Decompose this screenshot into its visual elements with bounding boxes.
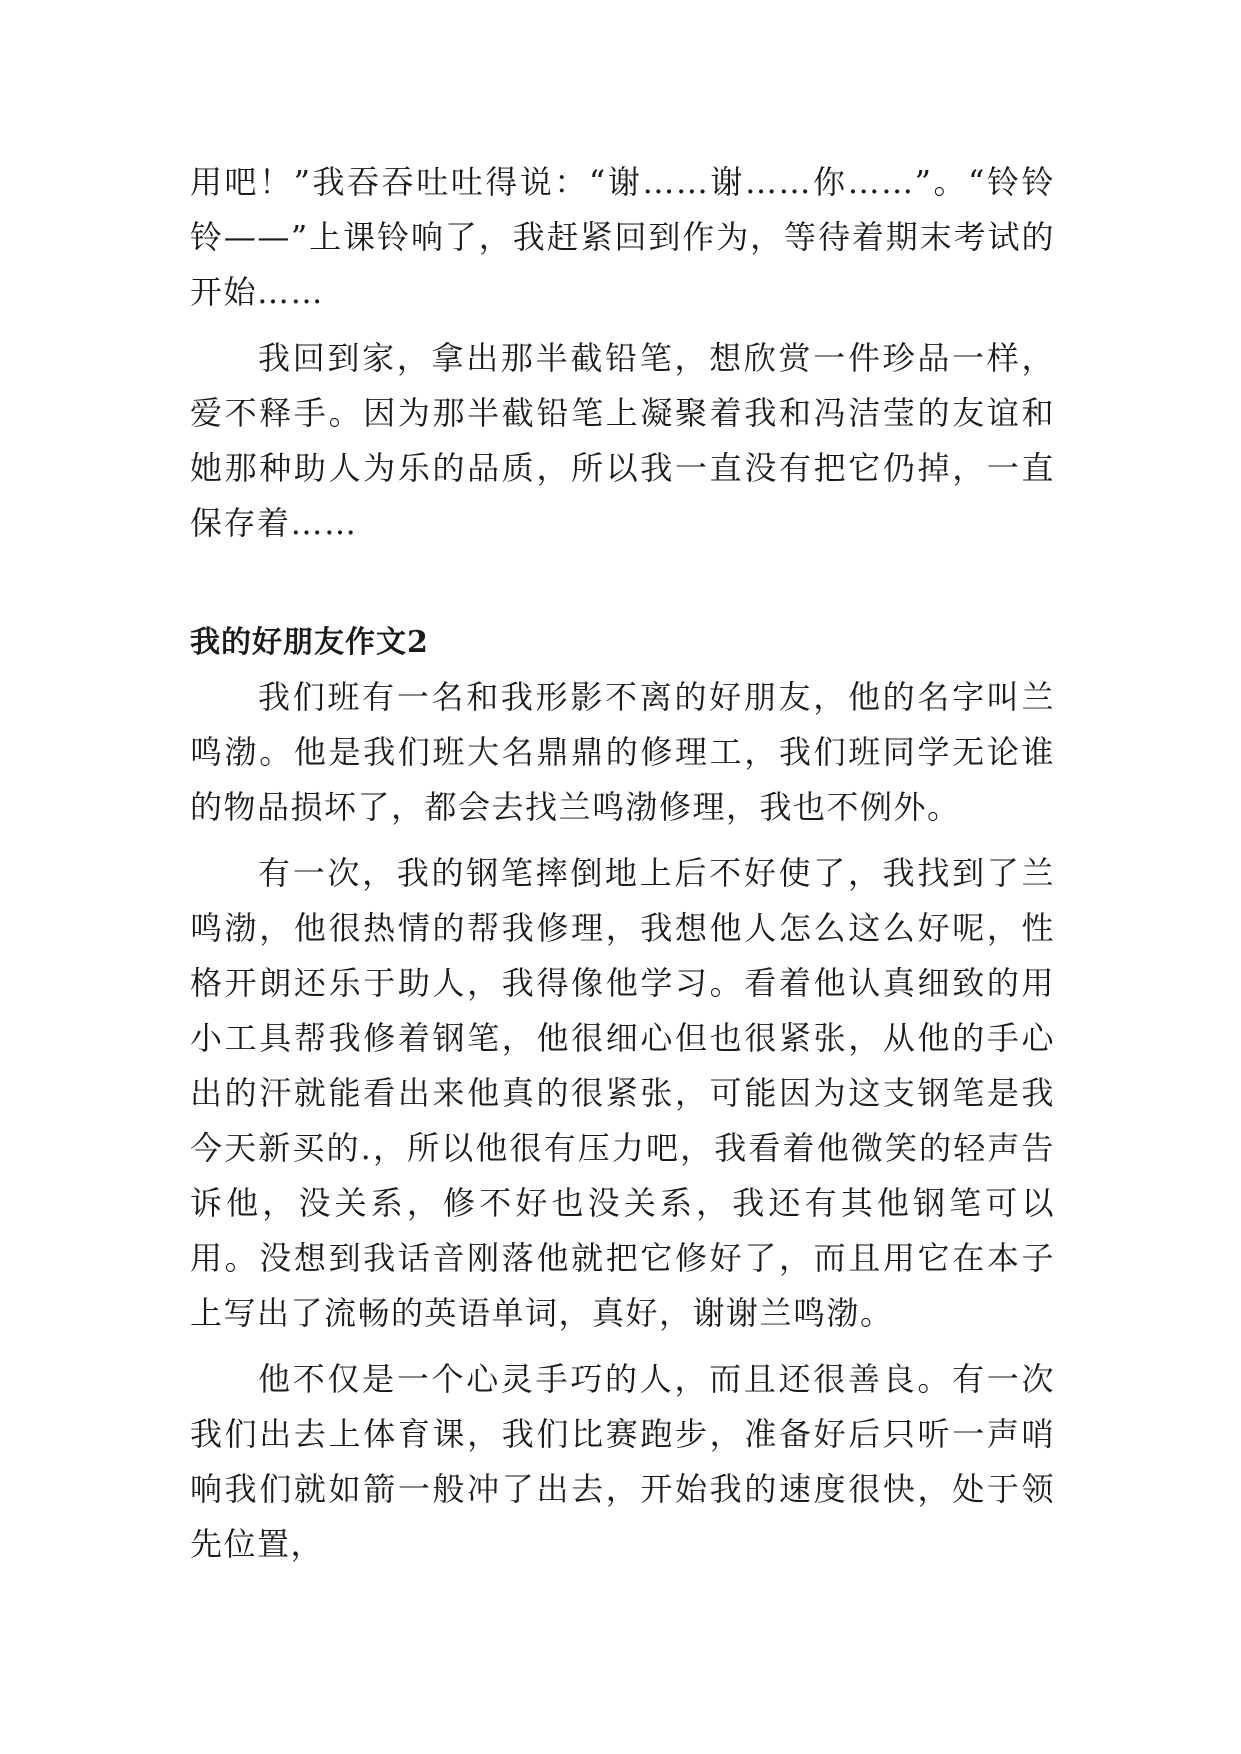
paragraph: 我回到家，拿出那半截铅笔，想欣赏一件珍品一样，爱不释手。因为那半截铅笔上凝聚着我和冯洁莹的友谊和她那种助人为乐的品质，所以我一直没有把它仍掉，一直保存着…… xyxy=(190,339,1055,542)
section-title: 我的好朋友作文2 xyxy=(190,625,429,660)
paragraph: 我们班有一名和我形影不离的好朋友，他的名字叫兰鸣渤。他是我们班大名鼎鼎的修理工，我们班同学无论谁的物品损坏了，都会去找兰鸣渤修理，我也不例外。 xyxy=(190,678,1055,826)
paragraph: 用吧！”我吞吞吐吐得说：“谢……谢……你……”。“铃铃铃——”上课铃响了，我赶紧回到作为，等待着期末考试的开始…… xyxy=(190,163,1055,311)
document-page xyxy=(190,155,1055,1572)
paragraph: 有一次，我的钢笔摔倒地上后不好使了，我找到了兰鸣渤，他很热情的帮我修理，我想他人怎么这么好呢，性格开朗还乐于助人，我得像他学习。看着他认真细致的用小工具帮我修着钢笔，他很细心但也很紧张，从他的手心出的汗就能看出来他真的很紧张，可能因为这支钢笔是我今天新买的.，所以他很有压力吧，我看着他微笑的轻声告诉他，没关系，修不好也没关系，我还有其他钢笔可以用。没想到我话音刚落他就把它修好了，而且用它在本子上写出了流畅的英语单词，真好，谢谢兰鸣渤。 xyxy=(190,854,1055,1332)
paragraph: 他不仅是一个心灵手巧的人，而且还很善良。有一次我们出去上体育课，我们比赛跑步，准备好后只听一声哨响我们就如箭一般冲了出去，开始我的速度很快，处于领先位置， xyxy=(190,1360,1055,1563)
